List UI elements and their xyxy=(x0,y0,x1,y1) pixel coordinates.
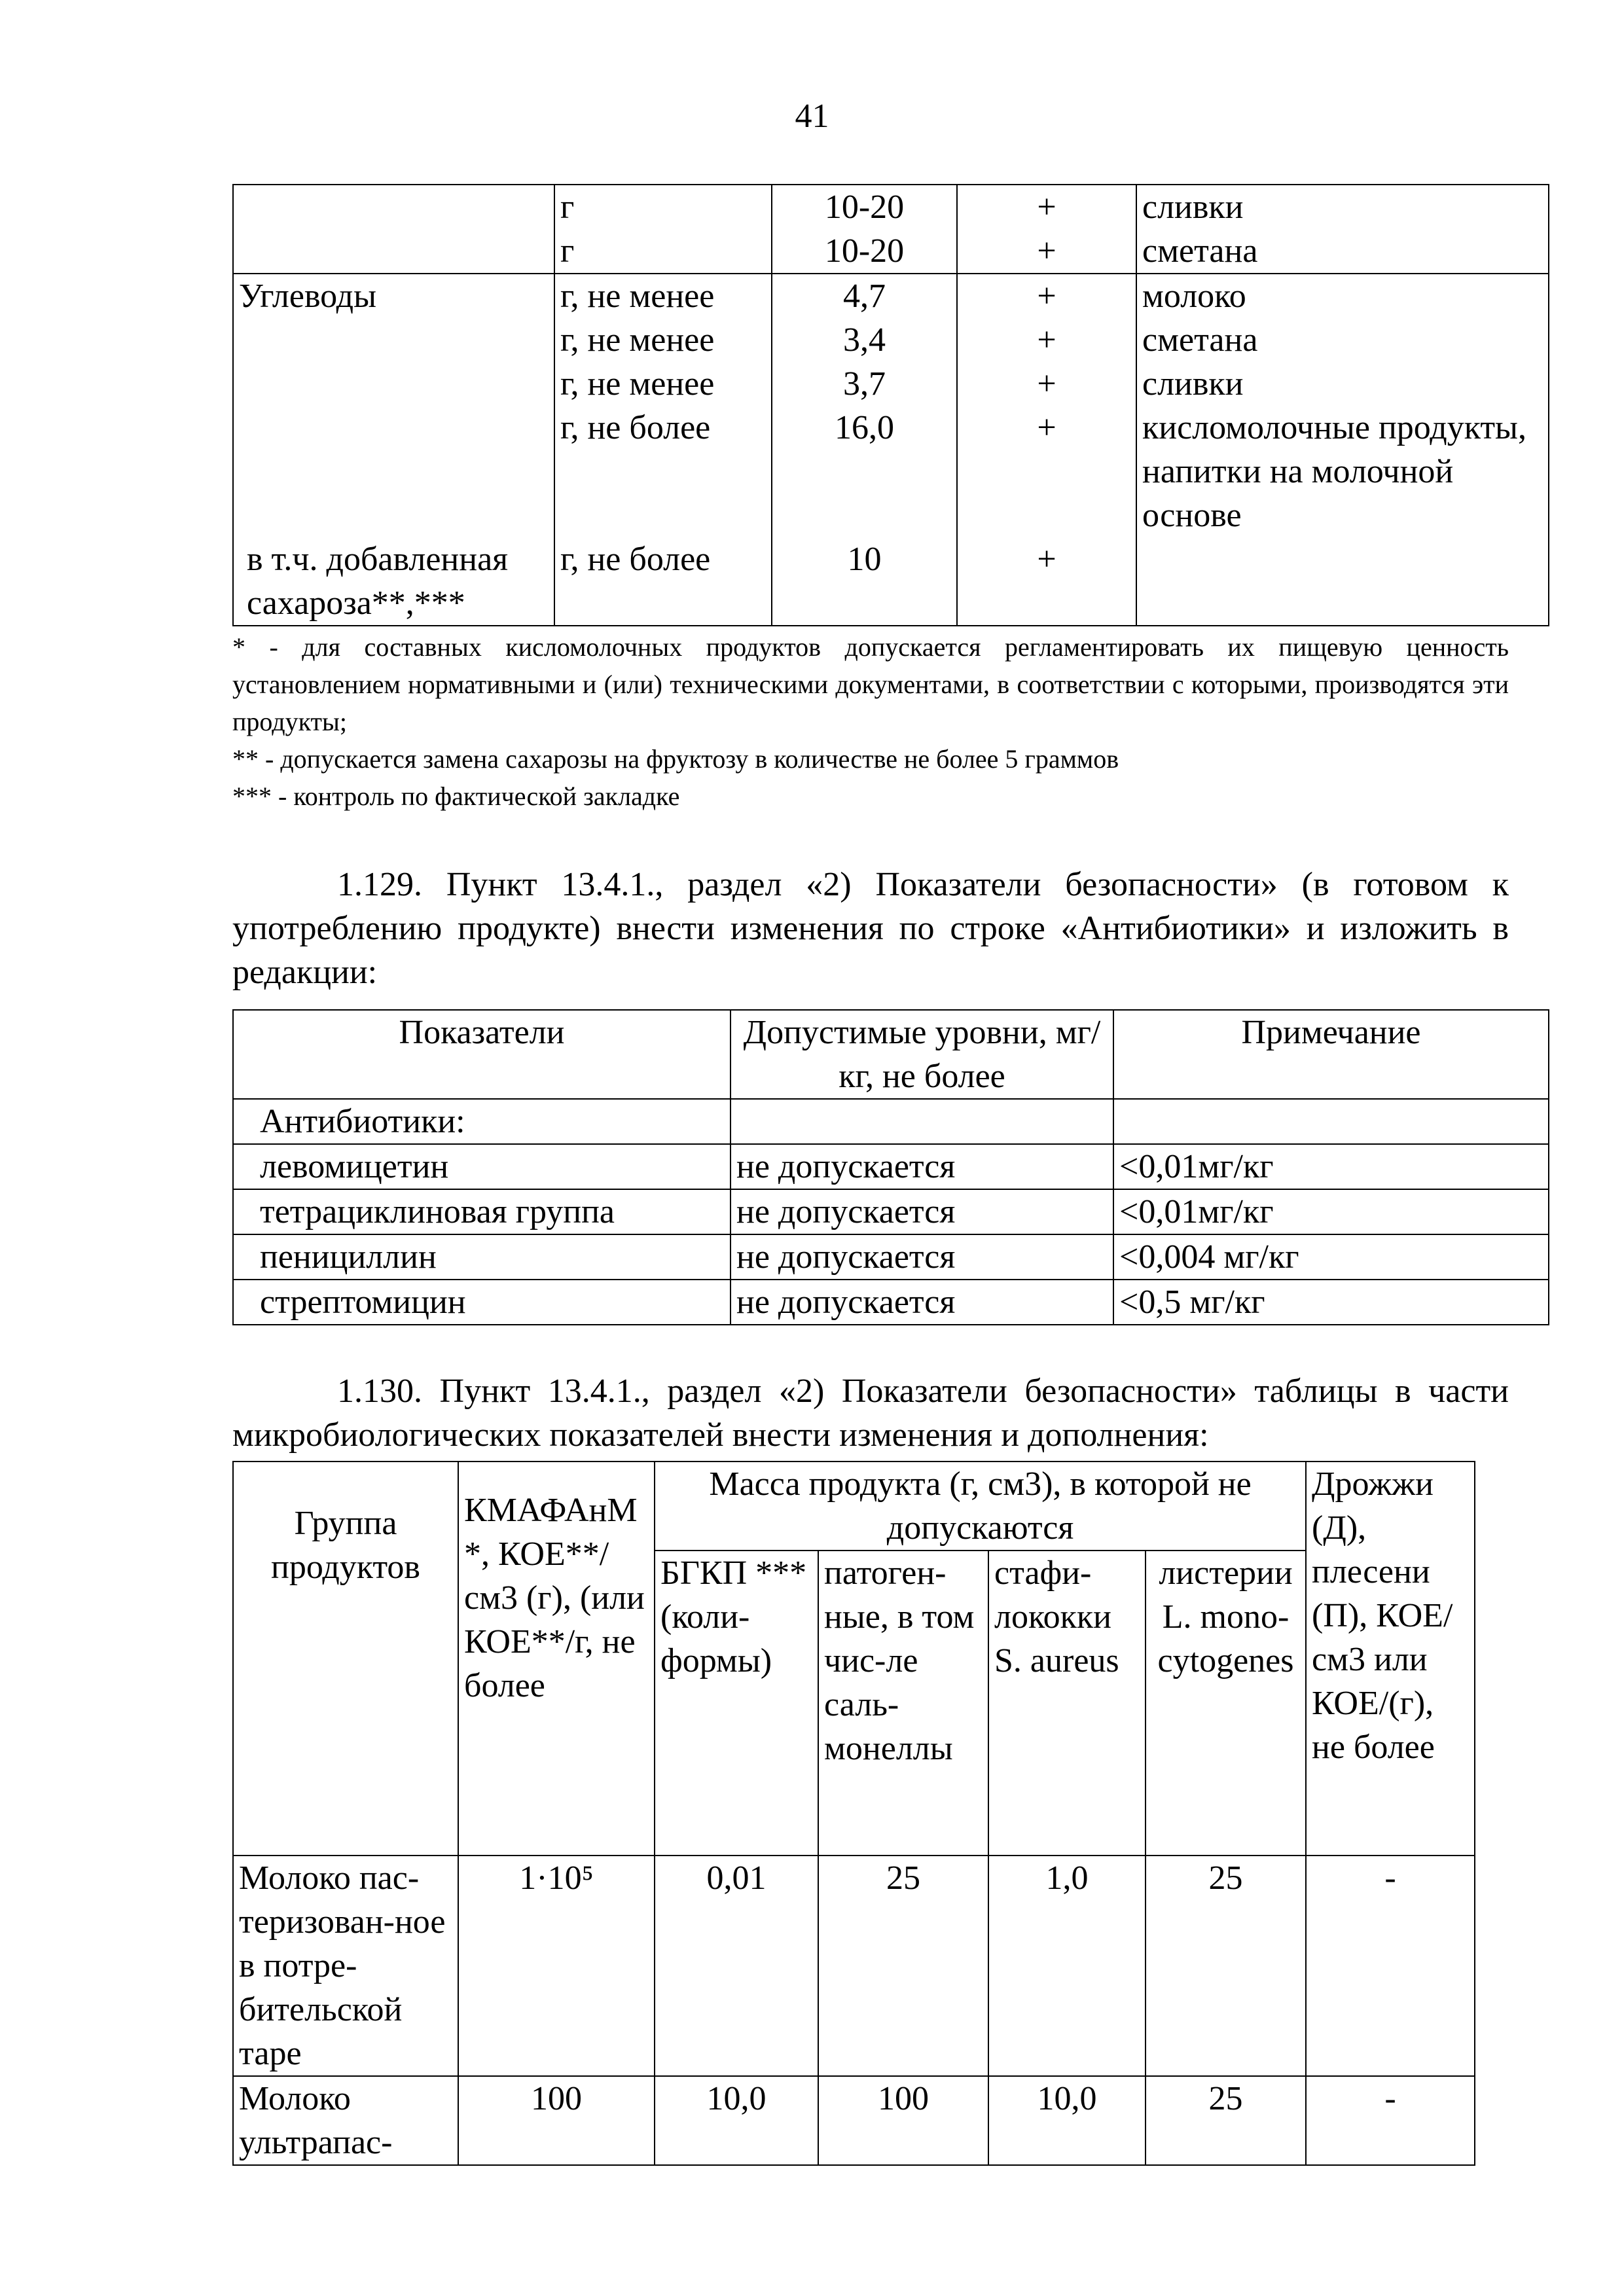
antibiotic-name: пенициллин xyxy=(233,1234,731,1280)
antibiotics-table xyxy=(232,1009,1549,1325)
mark-cell: + xyxy=(957,537,1136,626)
unit-cell: г, не более xyxy=(554,537,772,626)
value-cell: 10,0 xyxy=(655,2076,818,2165)
column-header: стафи-лококки S. aureus xyxy=(988,1551,1146,1856)
value-cell: - xyxy=(1306,2076,1475,2165)
table-row xyxy=(233,1189,1549,1234)
microbiology-table xyxy=(232,1461,1475,2166)
table-header-row xyxy=(233,1462,1475,1551)
footnote: ** - допускается замена сахарозы на фруктозу в количестве не более 5 граммов xyxy=(232,744,1119,774)
product-cell: молоко сметана сливки кисломолочные продукты, напитки на молочной основе xyxy=(1136,274,1549,537)
note-cell: <0,004 мг/кг xyxy=(1113,1234,1549,1280)
nutrition-table xyxy=(232,184,1549,626)
column-header: Допустимые уровни, мг/кг, не более xyxy=(731,1010,1113,1099)
table-row xyxy=(233,2076,1475,2165)
value-cell: 10-20 10-20 xyxy=(772,185,957,274)
group-cell: Молоко пас-теризован-ное в потре-бительской таре xyxy=(233,1856,458,2076)
value-cell: 0,01 xyxy=(655,1856,818,2076)
note-cell: <0,5 мг/кг xyxy=(1113,1280,1549,1325)
antibiotic-name: левомицетин xyxy=(233,1144,731,1189)
value-cell: 25 xyxy=(818,1856,988,2076)
level-cell: не допускается xyxy=(731,1234,1113,1280)
table-row xyxy=(233,274,1549,537)
group-cell: Молоко ультрапас- xyxy=(233,2076,458,2165)
value-cell: 25 xyxy=(1146,1856,1306,2076)
column-header: Примечание xyxy=(1113,1010,1549,1099)
level-cell: не допускается xyxy=(731,1144,1113,1189)
footnotes xyxy=(232,628,1509,815)
group-label: Антибиотики: xyxy=(233,1099,731,1144)
paragraph-1-130: 1.130. Пункт 13.4.1., раздел «2) Показатели безопасности» таблицы в части микробиологических показателей внести изменения и дополнения: xyxy=(232,1372,1509,1454)
level-cell: не допускается xyxy=(731,1280,1113,1325)
column-header: Дрожжи (Д), плесени (П), КОЕ/см3 или КОЕ/(г), не более xyxy=(1306,1462,1475,1856)
note-cell: <0,01мг/кг xyxy=(1113,1189,1549,1234)
column-header: Масса продукта (г, см3), в которой не допускаются xyxy=(655,1462,1306,1551)
antibiotic-name: тетрациклиновая группа xyxy=(233,1189,731,1234)
product-cell xyxy=(1136,537,1549,626)
column-header: БГКП *** (коли-формы) xyxy=(655,1551,818,1856)
footnote: * - для составных кисломолочных продуктов допускается регламентировать их пищевую ценность установлением нормативными и (или) техническими документами, в соответствии с которыми, производятся эти продукты; xyxy=(232,632,1509,736)
column-header: патоген-ные, в том чис-ле саль-монеллы xyxy=(818,1551,988,1856)
value-cell: 4,7 3,4 3,7 16,0 xyxy=(772,274,957,537)
product-cell: сливки сметана xyxy=(1136,185,1549,274)
unit-cell: г г xyxy=(554,185,772,274)
table-row xyxy=(233,185,1549,274)
table-row xyxy=(233,1144,1549,1189)
table-row xyxy=(233,1856,1475,2076)
mark-cell: + + + + xyxy=(957,274,1136,537)
column-header: Показатели xyxy=(233,1010,731,1099)
paragraph-1-129: 1.129. Пункт 13.4.1., раздел «2) Показатели безопасности» (в готовом к употреблению продукте) внести изменения по строке «Антибиотики» и изложить в редакции: xyxy=(232,866,1509,991)
column-header: КМАФАнМ *, КОЕ**/см3 (г), (или КОЕ**/г, не более xyxy=(458,1462,655,1856)
value-cell: 10 xyxy=(772,537,957,626)
value-cell: 10,0 xyxy=(988,2076,1146,2165)
table-row xyxy=(233,1099,1549,1144)
indicator-cell xyxy=(233,185,554,274)
value-cell: 1,0 xyxy=(988,1856,1146,2076)
table-row xyxy=(233,537,1549,626)
mark-cell: + + xyxy=(957,185,1136,274)
antibiotic-name: стрептомицин xyxy=(233,1280,731,1325)
footnote: *** - контроль по фактической закладке xyxy=(232,781,680,811)
value-cell: 100 xyxy=(458,2076,655,2165)
level-cell: не допускается xyxy=(731,1189,1113,1234)
value-cell: 25 xyxy=(1146,2076,1306,2165)
note-cell: <0,01мг/кг xyxy=(1113,1144,1549,1189)
column-header: Группа продуктов xyxy=(233,1462,458,1856)
value-cell: 100 xyxy=(818,2076,988,2165)
indicator-cell: в т.ч. добавленная сахароза**,*** xyxy=(233,537,554,626)
value-cell: - xyxy=(1306,1856,1475,2076)
table-row xyxy=(233,1234,1549,1280)
column-header: листерии L. mono-cytogenes xyxy=(1146,1551,1306,1856)
indicator-cell: Углеводы xyxy=(233,274,554,537)
table-header-row xyxy=(233,1010,1549,1099)
page-number: 41 xyxy=(795,98,829,135)
table-row xyxy=(233,1280,1549,1325)
value-cell: 1·10⁵ xyxy=(458,1856,655,2076)
unit-cell: г, не менее г, не менее г, не менее г, не более xyxy=(554,274,772,537)
